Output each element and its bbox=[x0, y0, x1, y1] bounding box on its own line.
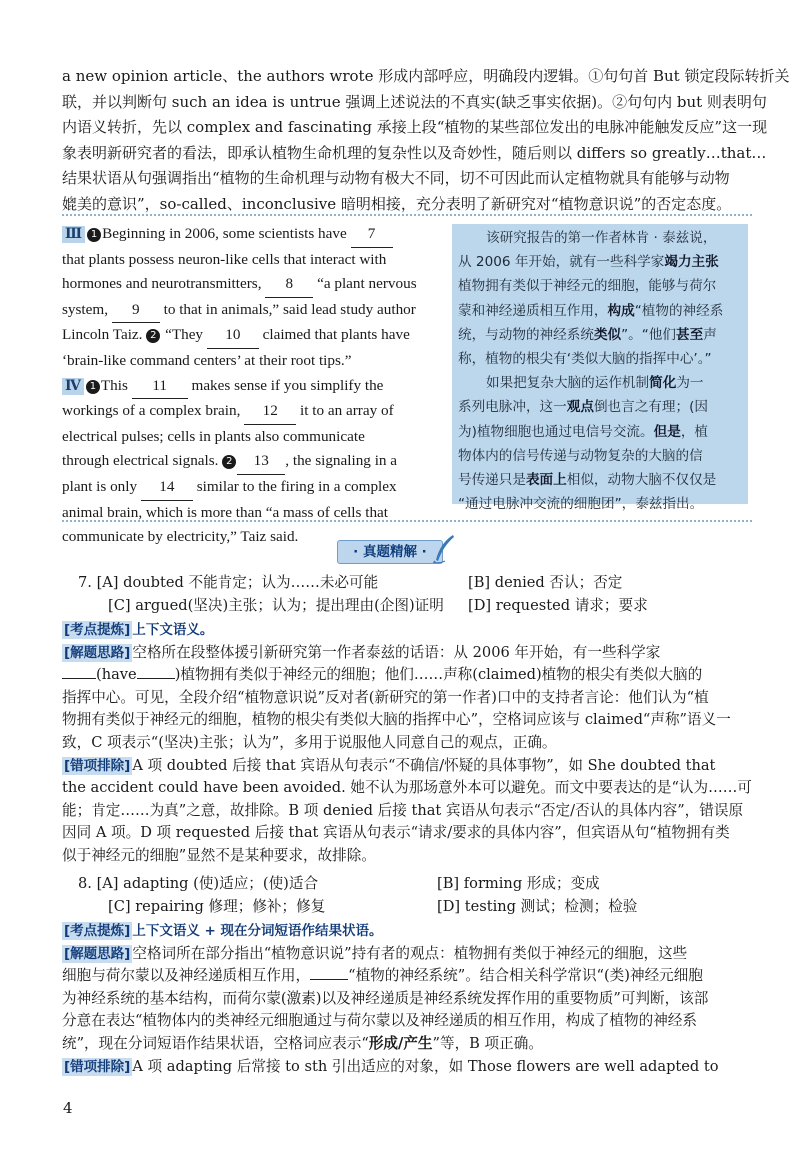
q7-option-b: [B] denied 否认；否定 bbox=[468, 574, 623, 591]
sentence-number: 1 bbox=[87, 228, 101, 242]
dotted-divider bbox=[62, 214, 752, 216]
blank-13: 13 bbox=[237, 449, 285, 475]
tag-kaodian: [考点提炼] bbox=[64, 923, 131, 939]
sentence-number: 2 bbox=[222, 455, 236, 469]
q8-option-d: [D] testing 测试；检测；检验 bbox=[437, 898, 638, 915]
tag-cuoxiang: [错项排除] bbox=[64, 1058, 131, 1075]
section-banner bbox=[337, 540, 455, 564]
sentence-number: 2 bbox=[146, 329, 160, 343]
blank-14: 14 bbox=[141, 475, 193, 501]
tag-kaodian: [考点提炼] bbox=[64, 622, 131, 638]
q7-explanation: [考点提炼] 上下文语义。 [解题思路] 空格所在段整体援引新研究第一作者泰兹的话语：从 2006 年开始，有一些科学家 (have )植物拥有类似于神经元的细胞；他们……声称(claimed)植物的根尖有类似大脑的 指挥中心。可见，全段介绍“植物意识说”反对者(新研究的第一作者)口中的支持者言论：他们认为“植 物拥有类似于神经元的细胞，植物的根尖有类似大脑的指挥中心”，空格词应该与 claimed“声称”语义一 致，C 项表示“(坚决)主张；认为”，多用于说服他人同意自己的观点，正确。 [错项排除] A 项 doubted 后接 that 宾语从句表示“不确信/怀疑的具体事物”，如 She doubted that the accident could have been avoided. 她不认为那场意外本可以避免。而文中要表达的是“认为……可 能；肯定……为真”之意，故排除。B 项 denied 后接 that 宾语从句表示“否定/否认的具体内容”，错误原 因同 A 项。D 项 requested 后接 that 宾语从句表示“请求/要求的具体内容”，但宾语从句“植物拥有类 似于神经元的细胞”显然不是某种要求，故排除。 bbox=[62, 622, 752, 864]
sentence-number: 1 bbox=[86, 380, 100, 394]
tag-cuoxiang: [错项排除] bbox=[64, 757, 131, 774]
q7-option-a: 7. [A] doubted 不能肯定；认为……未必可能 bbox=[78, 574, 379, 591]
intro-paragraph: a new opinion article、the authors wrote 形成内部呼应，明确段内逻辑。①句句首 But 锁定段际转折关 联，并以判断句 such an idea is untrue 强调上述说法的不真实(缺乏事实依据)。②句句内 but 则表明句 内语义转折，先以 complex and fascinating 承接上段“植物的某些部位发出的电脉冲能触发反应”这一现 象表明新研究者的看法，即承认植物生命机理的复杂性以及奇妙性，随后则以 differs so greatly…that… 结果状语从句强调指出“植物的生命机理与动物有极大不同，切不可因此而认定植物就具有能够与动物 媲美的意识”，so-called、inconclusive 暗明相接，充分表明了新研究对“植物意识说”的否定态度。 bbox=[62, 67, 790, 213]
translation-box: 该研究报告的第一作者林肯 · 泰兹说， 从 2006 年开始，就有一些科学家竭力主张 植物拥有类似于神经元的细胞，能够与荷尔 蒙和神经递质相互作用，构成“植物的神经系 统，与动物的神经系统类似”。“他们甚至声 称，植物的根尖有‘类似大脑的指挥中心’。” 如果把复杂大脑的运作机制简化为一 系列电脉冲，这一观点倒也言之有理；(因 为)植物细胞也通过电信号交流。但是，植 物体内的信号传递与动物复杂的大脑的信 号传递只是表面上相似，动物大脑不仅仅是 “通过电脉冲交流的细胞团”，泰兹指出。 bbox=[452, 224, 748, 504]
banner-title: · 真题精解 · bbox=[337, 540, 443, 564]
tag-jieti: [解题思路] bbox=[64, 945, 131, 962]
blank-11: 11 bbox=[132, 374, 188, 400]
dotted-divider bbox=[62, 520, 752, 522]
q8-option-c: [C] repairing 修理；修补；修复 bbox=[108, 898, 326, 915]
paragraph-label-3: Ⅲ bbox=[62, 226, 85, 243]
q7-option-d: [D] requested 请求；要求 bbox=[468, 597, 648, 614]
tag-jieti: [解题思路] bbox=[64, 644, 131, 661]
q7-option-c: [C] argued(坚决)主张；认为；提出理由(企图)证明 bbox=[108, 597, 444, 614]
q8-explanation: [考点提炼] 上下文语义 + 现在分词短语作结果状语。 [解题思路] 空格词所在部分指出“植物意识说”持有者的观点：植物拥有类似于神经元的细胞，这些 细胞与荷尔蒙以及神经递质相互作用， “植物的神经系统”。结合相关科学常识“(类)神经元细胞 为神经系统的基本结构，而荷尔蒙(激素)以及神经递质是神经系统发挥作用的重要物质”可判断，该部 分意在表达“植物体内的类神经元细胞通过与荷尔蒙以及神经递质的相互作用，构成了植物的神经系 统”，现在分词短语作结果状语，空格词应表示“形成/产生”等，B 项正确。 [错项排除] A 项 adapting 后常接 to sth 引出适应的对象，如 Those flowers are well adapted to bbox=[62, 923, 719, 1075]
blank-9: 9 bbox=[112, 298, 160, 324]
q8-option-b: [B] forming 形成；变成 bbox=[437, 875, 600, 892]
blank-12: 12 bbox=[244, 399, 296, 425]
blank-7: 7 bbox=[351, 222, 393, 248]
q8-option-a: 8. [A] adapting (使)适应；(使)适合 bbox=[78, 875, 319, 892]
english-passage: Ⅲ 1 Beginning in 2006, some scientists have 7 that plants possess neuron-like cells that interact with hormones and neurotransmitters, 8 “a plant nervous system, 9 to that in animals,” said lead study author Lincoln Taiz. 2 “They 10 claimed that plants have ‘brain-like command centers’ at their root tips.” Ⅳ 1 This 11 makes sense if you simplify the workings of a complex brain, 12 it to an array of electrical pulses; cells in plants also communicate through electrical signals. 2 13 , the signaling in a plant is only 14 similar to the firing in a complex animal brain, which is more than “a mass of cells that communicate by electricity,” Taiz said. bbox=[62, 222, 440, 550]
blank-8: 8 bbox=[265, 272, 313, 298]
blank-10: 10 bbox=[207, 323, 259, 349]
quill-pen-icon bbox=[433, 534, 455, 564]
page-number: 4 bbox=[63, 1099, 73, 1117]
paragraph-label-4: Ⅳ bbox=[62, 378, 84, 395]
